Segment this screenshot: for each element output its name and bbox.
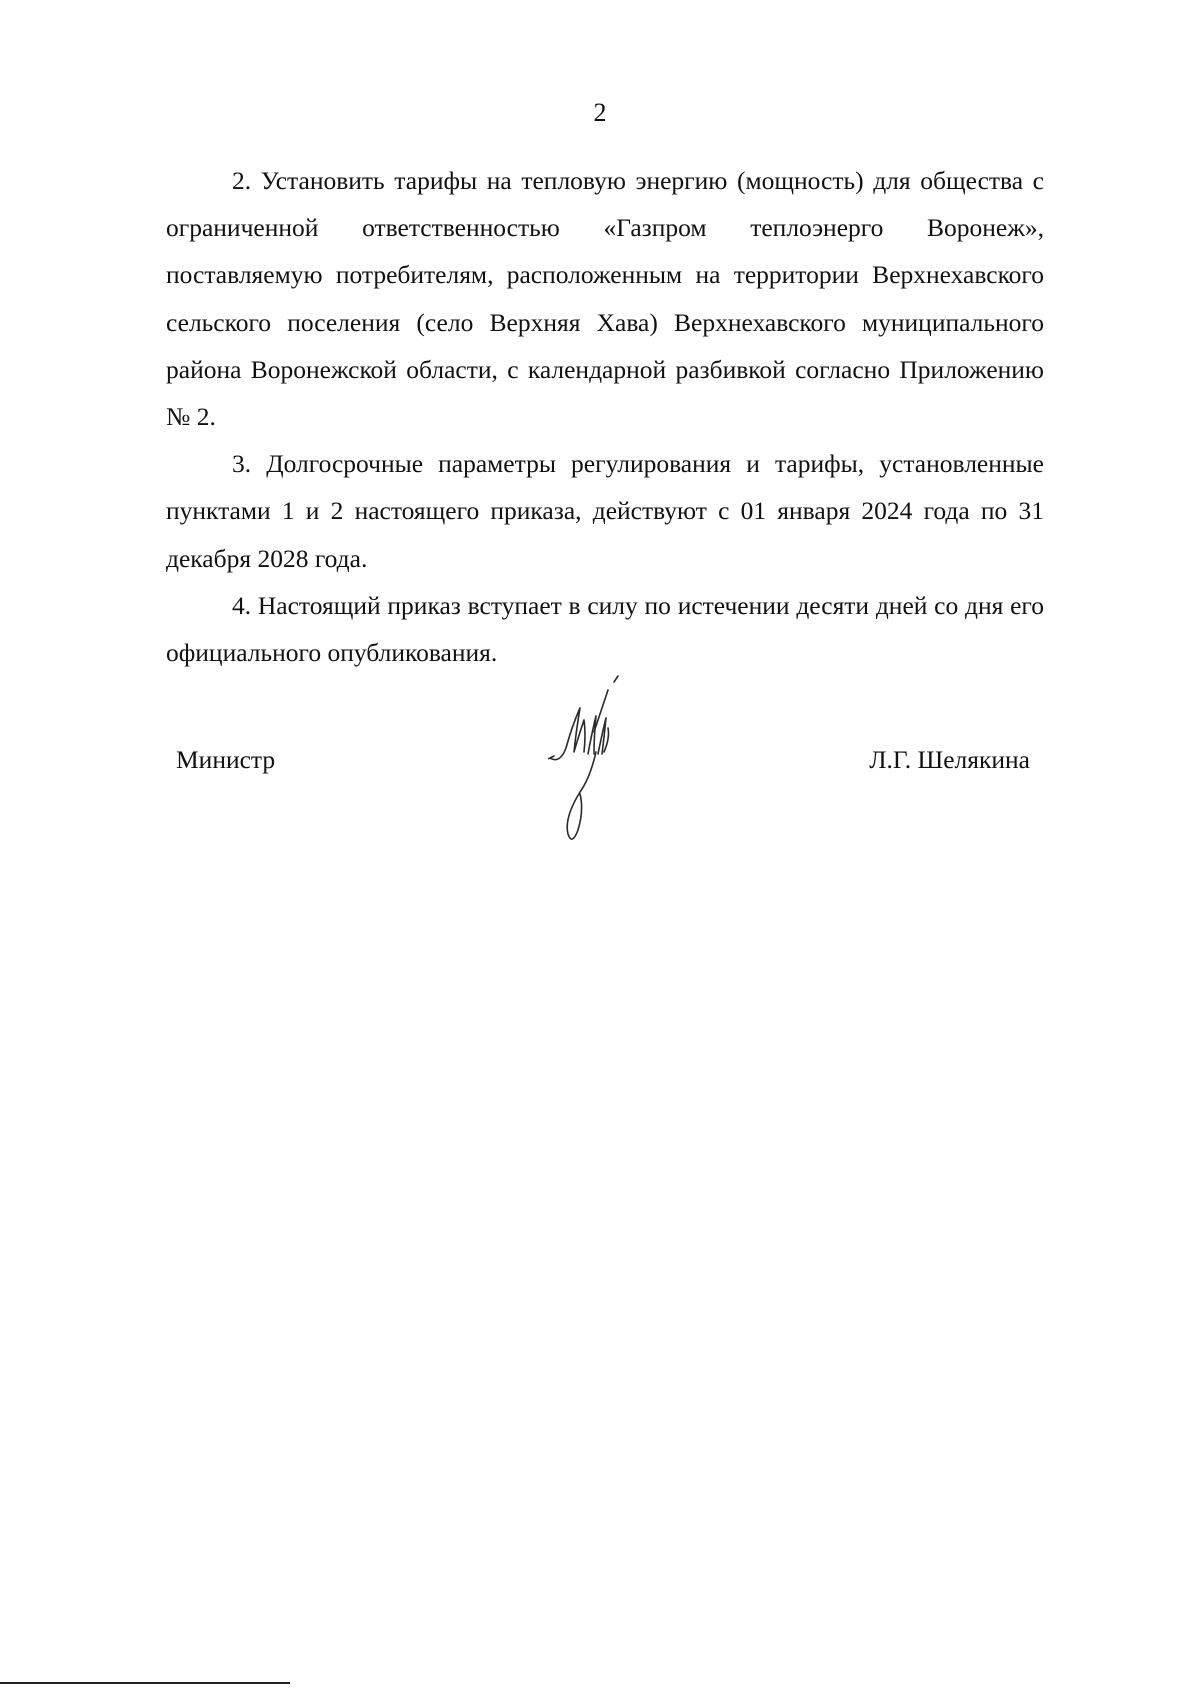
paragraph-4: 4. Настоящий приказ вступает в силу по истечении десяти дней со дня его официального опубликования. xyxy=(166,590,1044,668)
document-body xyxy=(166,157,1044,676)
paragraph-2: 2. Установить тарифы на тепловую энергию (мощность) для общества с ограниченной ответственностью «Газпром теплоэнерго Воронеж», поставляемую потребителям, расположенным на территории Верхнехавского сельского поселения (село Верхняя Хава) Верхнехавского муниципального района Воронежской области, с календарной разбивкой согласно Приложению № 2. xyxy=(166,166,1044,432)
handwritten-signature xyxy=(530,668,680,858)
paragraph-3: 3. Долгосрочные параметры регулирования и тарифы, установленные пунктами 1 и 2 настоящего приказа, действуют с 01 января 2024 года по 31 декабря 2028 года. xyxy=(166,449,1044,573)
signatory-title: Министр xyxy=(176,745,276,774)
footer-rule xyxy=(0,1682,290,1684)
signatory-name: Л.Г. Шелякина xyxy=(869,745,1030,774)
page-number: 2 xyxy=(593,98,607,127)
signature-block xyxy=(0,730,1200,880)
